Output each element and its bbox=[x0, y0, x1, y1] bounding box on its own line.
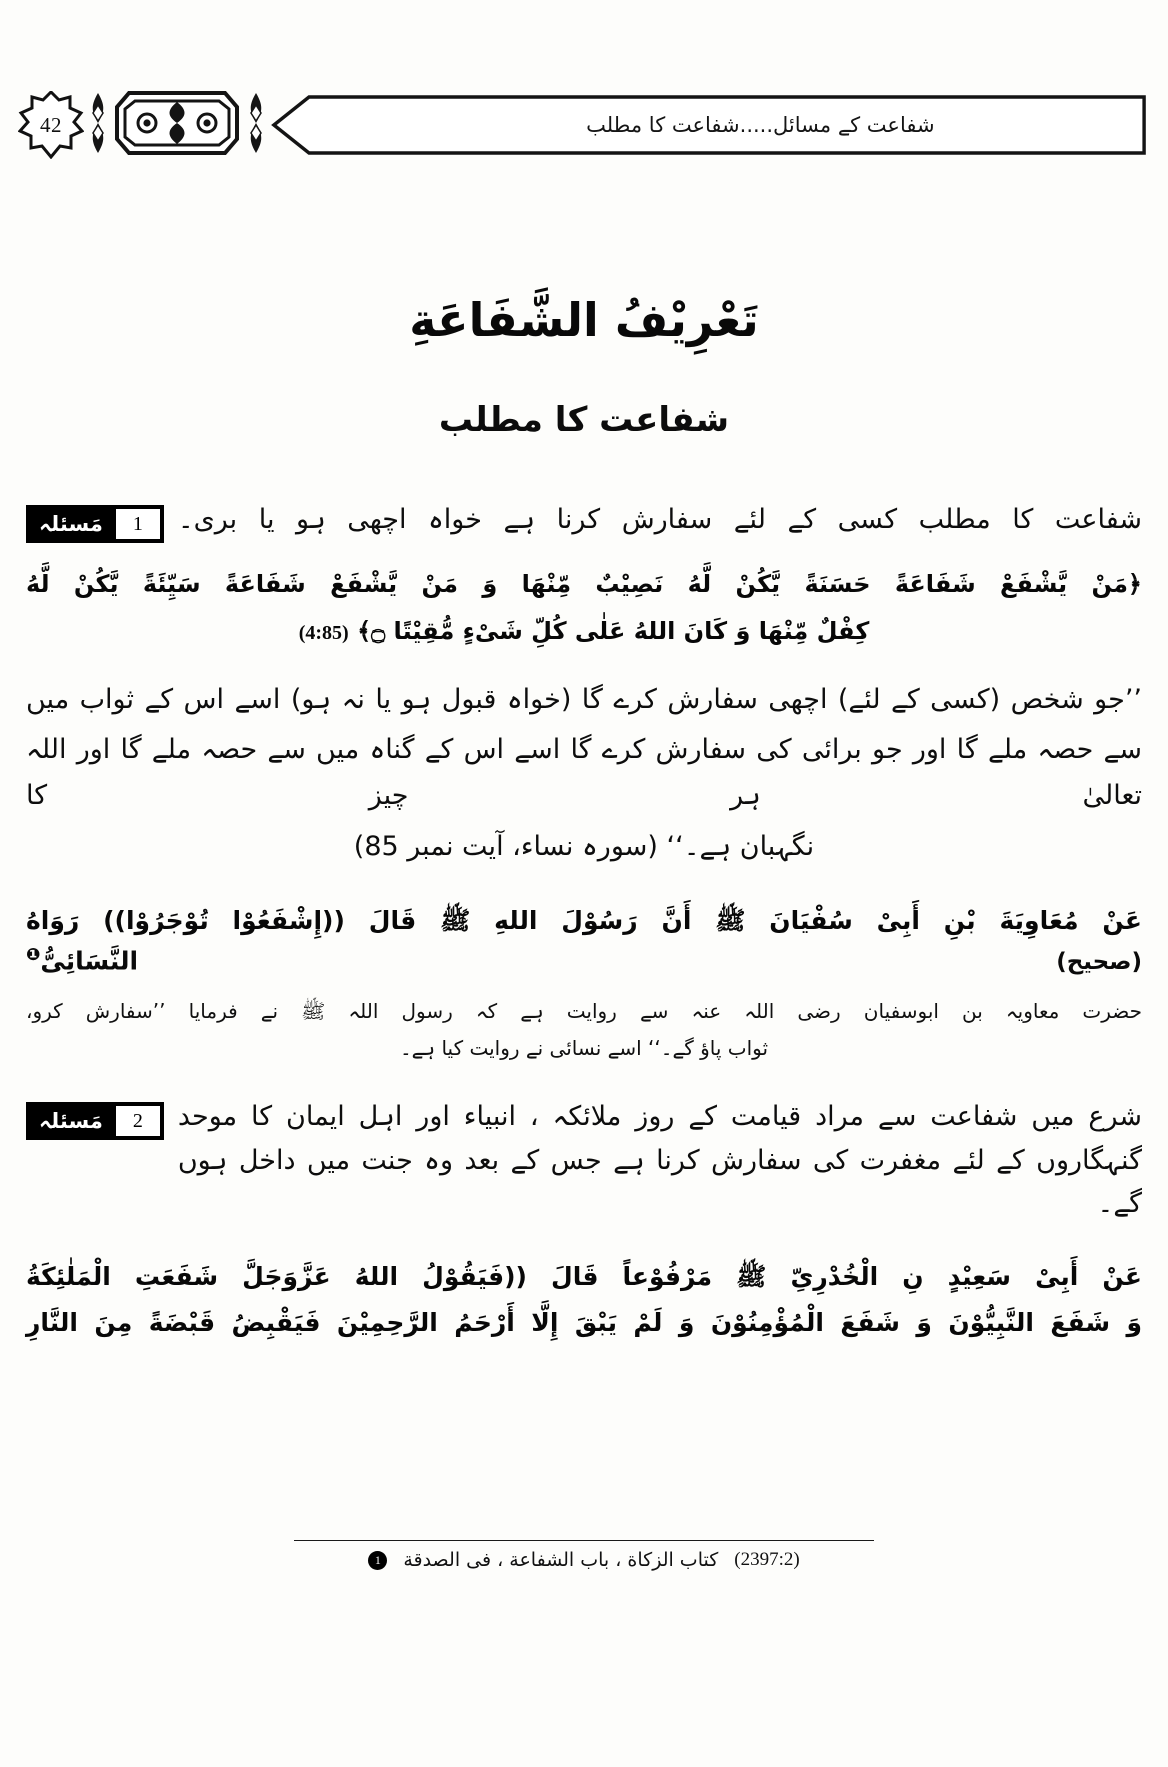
running-header-banner bbox=[270, 94, 1148, 156]
hadith-1-block bbox=[26, 898, 1142, 975]
quran-translation-reference: (سورہ نساء، آیت نمبر 85) bbox=[353, 830, 658, 862]
quran-line-1: ﴿مَنْ يَّشْفَعْ شَفَاعَةً حَسَنَةً يَّكُنْ لَّهُ نَصِيْبٌ مِّنْهَا وَ مَنْ يَّشْفَعْ شَفَاعَةً سَيِّئَةً يَّكُنْ لَّهُ bbox=[26, 570, 1142, 598]
ornament-flourish-right-icon bbox=[243, 91, 269, 159]
masla-1-block bbox=[26, 498, 1142, 543]
quran-translation-line-2: سے حصہ ملے گا اور جو برائی کی سفارش کرے گا اسے اس کے گناہ میں سے حصہ ملے گا اور اللہ تعالیٰ ہر چیز کا bbox=[26, 734, 1142, 812]
quran-verse-block bbox=[26, 561, 1142, 655]
hadith-1-source-row bbox=[26, 945, 1142, 975]
footnote-divider bbox=[294, 1540, 874, 1541]
hadith-1-translation-line-1: حضرت معاویہ بن ابوسفیان رضی اللہ عنہ سے روایت ہے کہ رسول اللہ ﷺ نے فرمایا ’’سفارش کرو، bbox=[26, 998, 1142, 1023]
page-content bbox=[26, 498, 1142, 1353]
quran-line-2-row bbox=[26, 608, 1142, 655]
hadith-1-translation-line-2: ثواب پاؤ گے۔‘‘ اسے نسائی نے روایت کیا ہے۔ bbox=[399, 1035, 769, 1060]
footnote-reference: (2397:2) bbox=[734, 1549, 800, 1570]
masla-2-label: مَسئلہ bbox=[39, 1108, 103, 1133]
masla-2-text: شرع میں شفاعت سے مراد قیامت کے روز ملائکہ ، انبیاء اور اہل ایمان کا موحد گنہگاروں کے لئے مغفرت کی سفارش کرنا ہے جس کے بعد وہ جنت میں داخل ہوں گے۔ bbox=[177, 1100, 1142, 1220]
quran-translation-line-3: نگہبان ہے۔‘‘ bbox=[666, 830, 815, 862]
hadith-1-arabic-line-2: النَّسَائِىُّ bbox=[40, 945, 139, 975]
spacer bbox=[26, 549, 1142, 561]
masla-1-label: مَسئلہ bbox=[39, 512, 103, 536]
quran-translation-line-1: ’’جو شخص (کسی کے لئے) اچھی سفارش کرے گا (خواہ قبول ہو یا نہ ہو) اسے اس کے ثواب میں bbox=[26, 683, 1142, 715]
ornament-flourish-left-icon bbox=[85, 91, 111, 159]
masla-2-number: 2 bbox=[114, 1104, 162, 1138]
footnote-text: كتاب الزكاة ، باب الشفاعة ، فى الصدقة bbox=[403, 1549, 719, 1571]
hadith-1-arabic-line-1: عَنْ مُعَاوِيَةَ بْنِ أَبِىْ سُفْيَانَ ﷺ أَنَّ رَسُوْلَ اللهِ ﷺ قَالَ ((إِشْفَعُوْا تُوْجَرُوْا)) رَوَاهُ bbox=[26, 906, 1142, 936]
footnote-marker-icon: ❶ bbox=[26, 944, 41, 965]
page-header bbox=[18, 86, 1150, 164]
running-title: شفاعت کے مسائل.....شفاعت کا مطلب bbox=[586, 113, 935, 137]
masla-2-block bbox=[26, 1095, 1142, 1226]
quran-translation-line-3-row bbox=[26, 824, 1142, 870]
masla-1-badge bbox=[26, 505, 164, 543]
footnote-row bbox=[26, 1549, 1142, 1571]
page-number: 42 bbox=[40, 112, 62, 137]
footnote-bullet-icon: 1 bbox=[368, 1551, 387, 1570]
masla-1-number: 1 bbox=[114, 507, 162, 541]
spacer bbox=[26, 1232, 1142, 1254]
spacer bbox=[26, 981, 1142, 993]
chapter-title-urdu: شفاعت کا مطلب bbox=[438, 400, 730, 440]
ornament-panel-icon bbox=[113, 89, 241, 161]
chapter-title-arabic: تَعْرِيْفُ الشَّفَاعَةِ bbox=[409, 293, 759, 347]
hadith-1-narrator-source bbox=[26, 945, 138, 975]
masla-2-badge bbox=[26, 1102, 164, 1140]
quran-reference: (4:85) bbox=[298, 621, 349, 644]
masla-1-text: شفاعت کا مطلب کسی کے لئے سفارش کرنا ہے خواہ اچھی ہو یا بری۔ bbox=[177, 504, 1142, 535]
hadith-1-translation-block bbox=[26, 993, 1142, 1067]
footnote-area bbox=[26, 1540, 1142, 1571]
page-number-badge bbox=[18, 91, 84, 159]
hadith-2-arabic-line-1: عَنْ أَبِىْ سَعِيْدٍ نِ الْخُدْرِىِّ ﷺ مَرْفُوْعاً قَالَ ((فَيَقُوْلُ اللهُ عَزَّوَجَلَّ شَفَعَتِ الْمَلٰئِكَةُ bbox=[26, 1262, 1142, 1292]
hadith-2-arabic-line-2: وَ شَفَعَ النَّبِيُّوْنَ وَ شَفَعَ الْمُؤْمِنُوْنَ وَ لَمْ يَبْقَ إِلَّا أَرْحَمُ الرَّحِمِيْنَ فَيَقْبِضُ قَبْضَةً مِنَ النَّارِ bbox=[26, 1308, 1142, 1338]
spacer bbox=[26, 1073, 1142, 1095]
spacer bbox=[26, 876, 1142, 898]
hadith-2-block bbox=[26, 1254, 1142, 1347]
quran-translation-block bbox=[26, 677, 1142, 871]
quran-line-2: كِفْلٌ مِّنْهَا وَ كَانَ اللهُ عَلٰى كُلِّ شَىْءٍ مُّقِيْتًا ۝﴾ bbox=[357, 616, 870, 645]
hadith-1-grade: (صحیح) bbox=[1056, 948, 1142, 975]
spacer bbox=[26, 661, 1142, 673]
